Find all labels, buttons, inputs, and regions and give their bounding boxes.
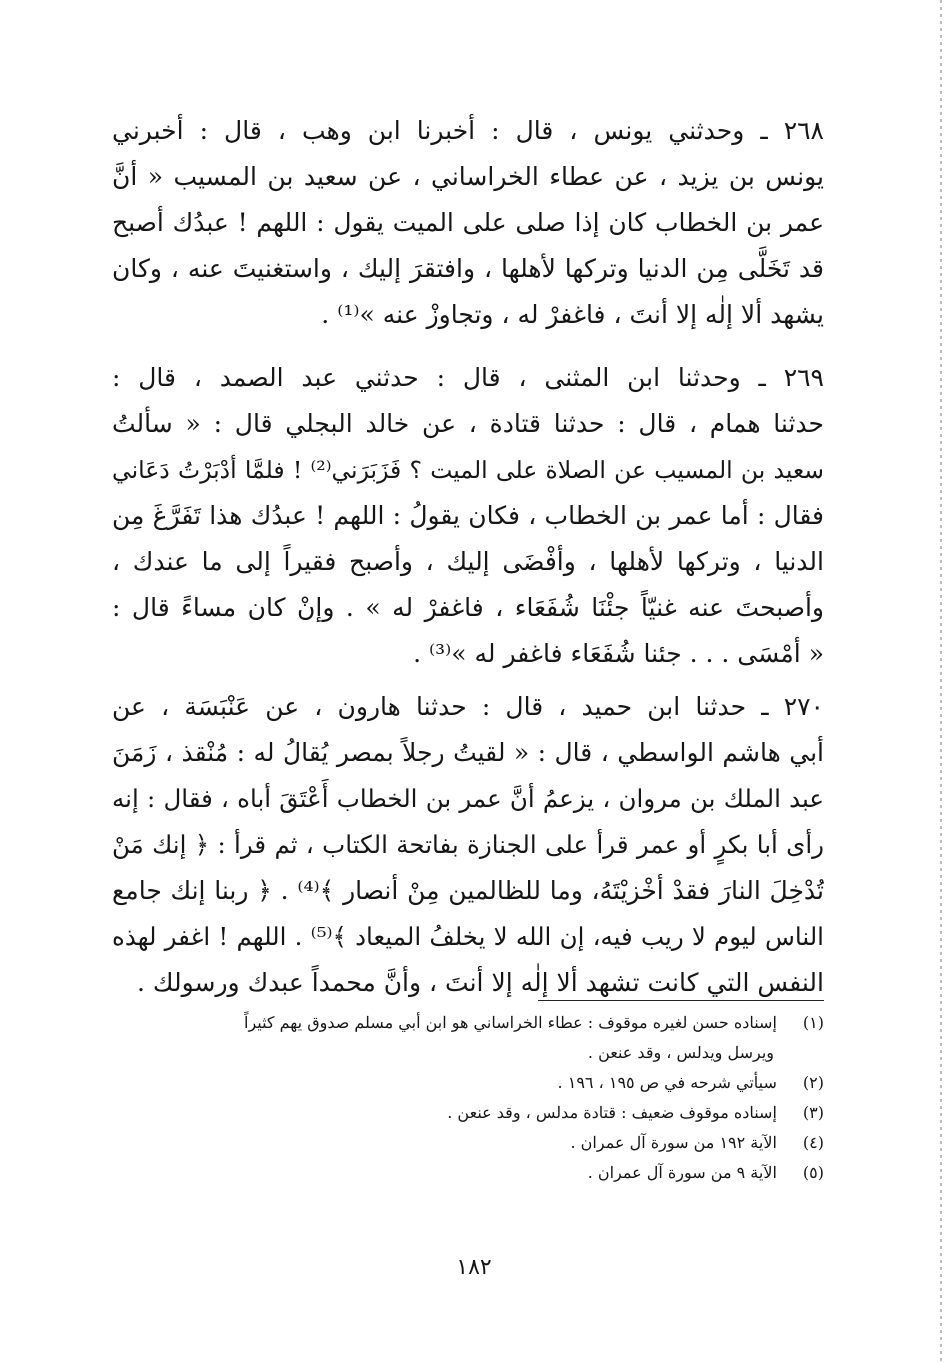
footnote-5	[112, 1158, 824, 1188]
text-line: ٢٦٩ ـ وحدثنا ابن المثنى ، قال : حدثني عبد الصمد ، قال :	[112, 363, 824, 392]
text-line: فقال : أما عمر بن الخطاب ، فكان يقولُ : اللهم ! عبدُك هذا تَفَرَّغَ مِن	[112, 501, 824, 530]
footnote-2	[112, 1068, 824, 1098]
text-line: ٢٦٨ ـ وحدثني يونس ، قال : أخبرنا ابن وهب ، قال : أخبرني	[112, 116, 824, 145]
text-line: رأى أبا بكرٍ أو عمر قرأ على الجنازة بفاتحة الكتاب ، ثم قرأ : ﴿ إنك مَنْ	[112, 830, 824, 859]
page-number: ١٨٢	[456, 1255, 492, 1280]
footnote-text: سيأتي شرحه في ص ١٩٥ ، ١٩٦ .	[557, 1073, 777, 1092]
footnote-4	[112, 1128, 824, 1158]
footnote-text: إسناده حسن لغيره موقوف : عطاء الخراساني هو ابن أبي مسلم صدوق يهم كثيراً	[244, 1013, 777, 1032]
text-line: عمر بن الخطاب كان إذا صلى على الميت يقول : اللهم ! عبدُك أصبح	[112, 208, 824, 237]
footnote-3	[112, 1098, 824, 1128]
footnote-divider	[538, 1000, 824, 1001]
text-line: حدثنا همام ، قال : حدثنا قتادة ، عن خالد البجلي قال : « سألتُ	[112, 409, 824, 438]
footnote-number: (٣)	[802, 1103, 824, 1122]
text-line: النفس التي كانت تشهد ألا إلٰه إلا أنتَ ، وأنَّ محمداً عبدك ورسولك .	[137, 968, 824, 997]
text-line: ٢٧٠ ـ حدثنا ابن حميد ، قال : حدثنا هارون ، عن عَنْبَسَة ، عن	[112, 692, 824, 721]
text-line: يشهد ألا إلٰه إلا أنتَ ، فاغفرْ له ، وتجاوزْ عنه »⁽¹⁾ .	[321, 300, 824, 329]
footnote-text: الآية ١٩٢ من سورة آل عمران .	[570, 1133, 777, 1152]
footnote-1	[112, 1008, 824, 1038]
footnote-number: (٥)	[802, 1163, 824, 1182]
footnote-number: (٤)	[802, 1133, 824, 1152]
footnote-1-continuation: ويرسل ويدلس ، وقد عنعن .	[587, 1043, 774, 1062]
text-line: وأصبحتَ عنه غنيّاً جئْنَا شُفَعَاء ، فاغفرْ له » . وإنْ كان مساءً قال :	[112, 593, 824, 622]
text-line: عبد الملك بن مروان ، يزعمُ أنَّ عمر بن الخطاب أَعْتَقَ أباه ، فقال : إنه	[112, 784, 824, 813]
text-line: « أمْسَى . . . جئنا شُفَعَاء فاغفر له »⁽³⁾ .	[413, 639, 824, 668]
text-line: الدنيا ، وتركها لأهلها ، وأفْضَى إليك ، وأصبح فقيراً إلى ما عندك ،	[112, 547, 824, 576]
text-line: الناس ليوم لا ريب فيه، إن الله لا يخلفُ الميعاد ﴾⁽⁵⁾ . اللهم ! اغفر لهذه	[112, 922, 824, 951]
hadith-paragraph-270	[112, 684, 824, 1006]
footnote-number: (٢)	[802, 1073, 824, 1092]
footnote-text: الآية ٩ من سورة آل عمران .	[587, 1163, 777, 1182]
text-line: قد تَخَلَّى مِن الدنيا وتركها لأهلها ، وافتقرَ إليك ، واستغنيتَ عنه ، وكان	[112, 254, 824, 283]
hadith-paragraph-269	[112, 355, 824, 677]
text-line: سعيد بن المسيب عن الصلاة على الميت ؟ فَزَبَرَني⁽²⁾ ! فلمَّا أدْبَرْتُ دَعَاني	[112, 456, 824, 484]
text-line: أبي هاشم الواسطي ، قال : « لقيتُ رجلاً بمصر يُقالُ له : مُنْقذ ، زَمَنَ	[112, 738, 824, 767]
footnote-number: (١)	[802, 1013, 824, 1032]
hadith-paragraph-268	[112, 108, 824, 338]
text-line: تُدْخِلَ النارَ فقدْ أخْزيْتَهُ، وما للظالمين مِنْ أنصار ﴾⁽⁴⁾ . ﴿ ربنا إنك جامع	[112, 876, 824, 905]
footnotes	[112, 1008, 824, 1188]
footnote-text: إسناده موقوف ضعيف : قتادة مدلس ، وقد عنعن .	[447, 1103, 777, 1122]
scan-edge	[940, 0, 942, 1363]
text-line: يونس بن يزيد ، عن عطاء الخراساني ، عن سعيد بن المسيب « أنَّ	[112, 162, 824, 191]
